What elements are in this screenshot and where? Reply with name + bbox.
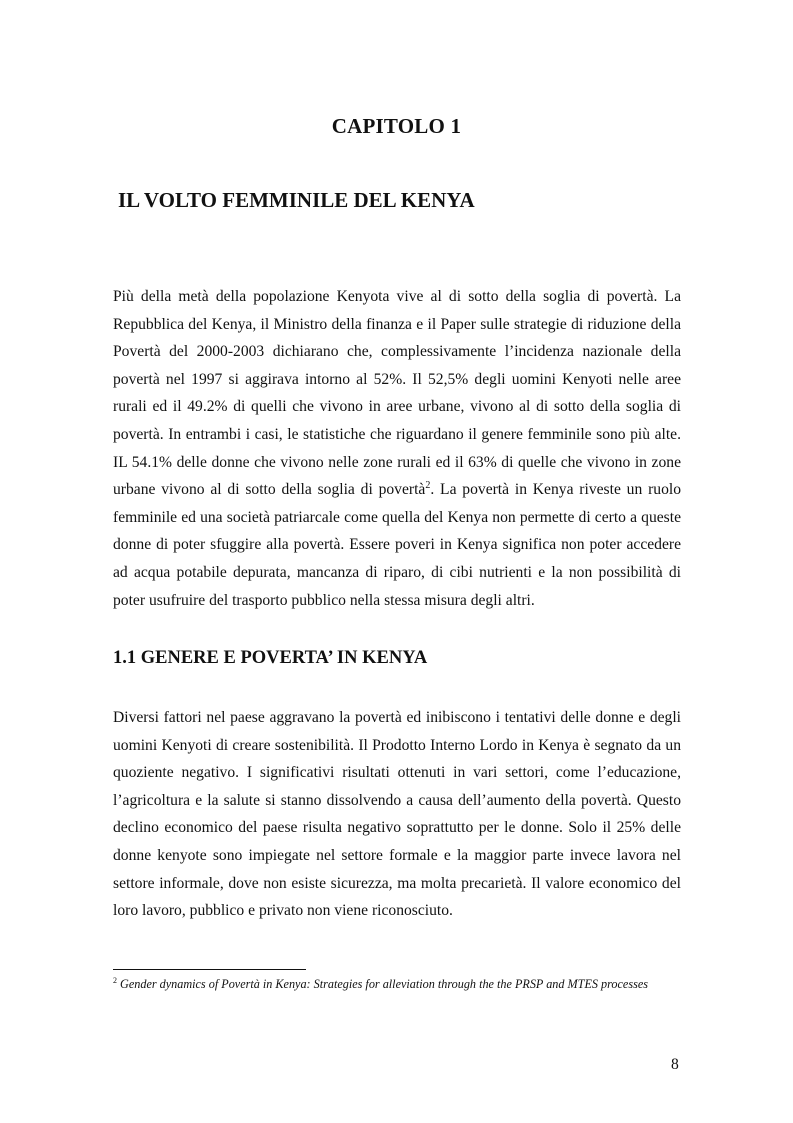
paragraph-1-text: Più della metà della popolazione Kenyota vive al di sotto della soglia di povertà. La Repubblica del Kenya, il Ministro della finanza e il Paper sulle strategie di riduzione della Povertà del 2000-2003 dichiarano che, complessivamente l’incidenza nazionale della povertà nel 1997 si aggirava intorno al 52%. Il 52,5% degli uomini Kenyoti nelle aree rurali ed il 49.2% di quelli che vivono in aree urbane, vivono al di sotto della soglia di povertà. In entrambi i casi, le statistiche che riguardano il genere femminile sono più alte. IL 54.1% delle donne che vivono nelle zone rurali ed il 63% di quelle che vivono in zone urbane vivono al di sotto della soglia di povertà — [113, 288, 681, 499]
footnote-number: 2 — [113, 975, 117, 985]
footnote-text: Gender dynamics of Povertà in Kenya: Strategies for alleviation through the the PRSP and MTES processes — [120, 977, 648, 991]
chapter-subtitle: IL VOLTO FEMMINILE DEL KENYA — [118, 188, 475, 212]
section-heading: 1.1 GENERE E POVERTA’ IN KENYA — [113, 648, 428, 668]
page-number: 8 — [671, 1056, 679, 1073]
paragraph-1-text-continued: . La povertà in Kenya riveste un ruolo femminile ed una società patriarcale come quella del Kenya non permette di certo a queste donne di poter sfuggire alla povertà. Essere poveri in Kenya significa non poter accedere ad acqua potabile depurata, mancanza di riparo, di cibi nutrienti e la non possibilità di poter usufruire del trasporto pubblico nella stessa misura degli altri. — [113, 481, 681, 609]
footnote — [113, 976, 681, 992]
body-paragraph-2: Diversi fattori nel paese aggravano la povertà ed inibiscono i tentativi delle donne e degli uomini Kenyoti di creare sostenibilità. Il Prodotto Interno Lordo in Kenya è segnato da un quoziente negativo. I significativi risultati ottenuti in vari settori, come l’educazione, l’agricoltura e la salute si stanno dissolvendo a causa dell’aumento della povertà. Questo declino economico del paese risulta negativo soprattutto per le donne. Solo il 25% delle donne kenyote sono impiegate nel settore formale e la maggior parte invece lavora nel settore informale, dove non esiste sicurezza, ma molta precarietà. Il valore economico del loro lavoro, pubblico e privato non viene riconosciuto. — [113, 709, 681, 920]
chapter-title: CAPITOLO 1 — [331, 114, 462, 138]
body-paragraph-1 — [113, 283, 681, 614]
footnote-divider — [113, 969, 306, 970]
footnote-reference: 2 — [425, 479, 431, 491]
